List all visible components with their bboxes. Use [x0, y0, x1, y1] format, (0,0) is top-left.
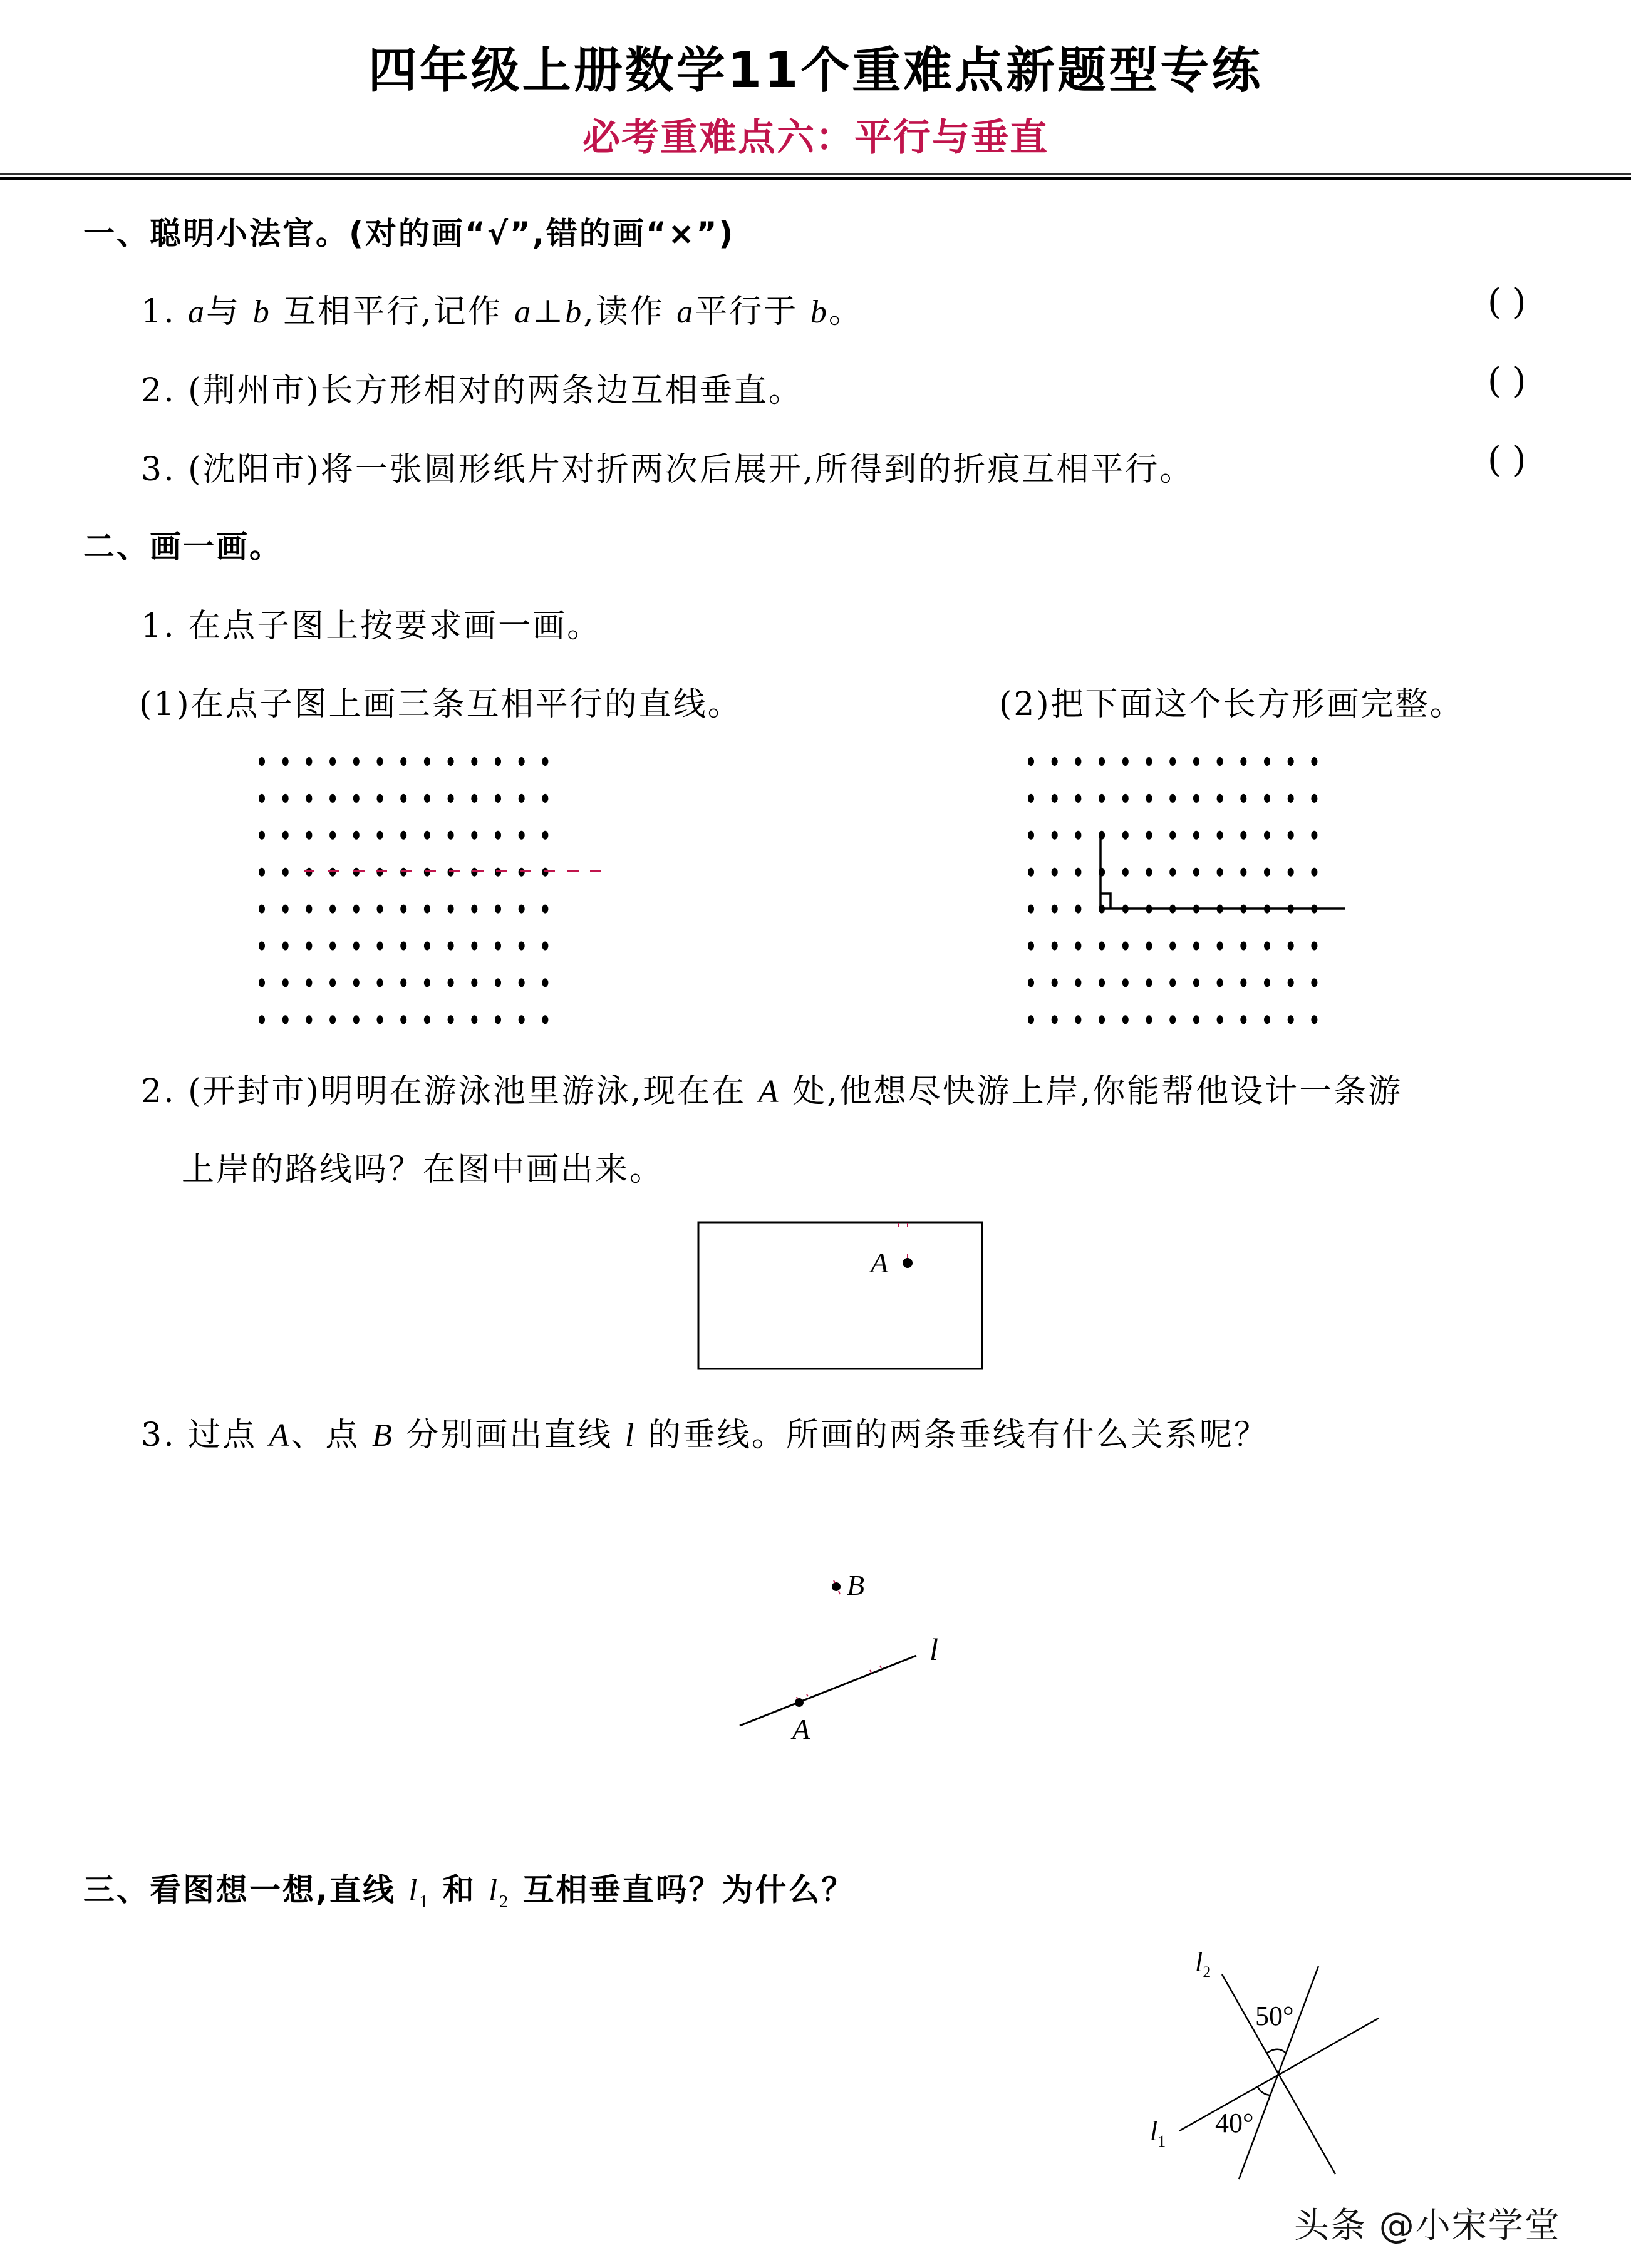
grid-dot[interactable]: [471, 868, 477, 877]
grid-dot[interactable]: [400, 942, 406, 951]
grid-dot[interactable]: [282, 978, 289, 987]
grid-dot[interactable]: [495, 794, 501, 803]
grid-dot[interactable]: [1240, 868, 1246, 877]
grid-dot[interactable]: [542, 942, 548, 951]
grid-dot[interactable]: [495, 868, 501, 877]
grid-dot[interactable]: [1193, 794, 1199, 803]
grid-dot[interactable]: [329, 1015, 336, 1024]
grid-dot[interactable]: [1146, 942, 1152, 951]
grid-dot[interactable]: [471, 942, 477, 951]
grid-dot[interactable]: [1193, 942, 1199, 951]
grid-dot[interactable]: [329, 905, 336, 914]
grid-dot[interactable]: [1075, 868, 1081, 877]
grid-dot[interactable]: [400, 794, 406, 803]
grid-dot[interactable]: [1146, 1015, 1152, 1024]
grid-dot[interactable]: [282, 868, 289, 877]
grid-dot[interactable]: [329, 942, 336, 951]
question-1-2: 2. (荆州市)长方形相对的两条边互相垂直。: [141, 372, 803, 410]
question-2-1-sub1: (1)在点子图上画三条互相平行的直线。: [139, 686, 742, 723]
grid-dot[interactable]: [1193, 831, 1199, 840]
grid-dot[interactable]: [1099, 794, 1105, 803]
grid-dot[interactable]: [1028, 831, 1034, 840]
grid-dot[interactable]: [1193, 1015, 1199, 1024]
grid-dot[interactable]: [1264, 757, 1270, 766]
grid-dot[interactable]: [542, 831, 548, 840]
grid-dot[interactable]: [1099, 978, 1105, 987]
grid-dot[interactable]: [471, 831, 477, 840]
angle-50-label: 50°: [1255, 2001, 1294, 2031]
question-2-1-sub2: (2)把下面这个长方形画完整。: [999, 686, 1464, 723]
grid-dot[interactable]: [448, 831, 454, 840]
grid-dot[interactable]: [495, 978, 501, 987]
grid-dot[interactable]: [1217, 794, 1223, 803]
grid-dot[interactable]: [519, 757, 525, 766]
section2-heading: 二、画一画。: [83, 528, 282, 565]
grid-dot[interactable]: [1217, 978, 1223, 987]
grid-dot[interactable]: [1217, 868, 1223, 877]
grid-dot[interactable]: [1240, 794, 1246, 803]
grid-dot[interactable]: [306, 757, 312, 766]
grid-dot[interactable]: [1217, 757, 1223, 766]
grid-dot[interactable]: [448, 1015, 454, 1024]
line-l: [740, 1656, 916, 1726]
grid-dot[interactable]: [377, 831, 383, 840]
grid-dot[interactable]: [1288, 1015, 1294, 1024]
grid-dot[interactable]: [1311, 868, 1317, 877]
grid-dot[interactable]: [259, 868, 265, 877]
grid-dot[interactable]: [1217, 942, 1223, 951]
grid-dot[interactable]: [306, 868, 312, 877]
grid-dot[interactable]: [424, 831, 430, 840]
grid-dot[interactable]: [519, 905, 525, 914]
question-2-3: 3. 过点 A、点 B 分别画出直线 l 的垂线。所画的两条垂线有什么关系呢？: [141, 1416, 1268, 1454]
grid-dot[interactable]: [1311, 757, 1317, 766]
grid-dot[interactable]: [495, 757, 501, 766]
grid-dot[interactable]: [1240, 942, 1246, 951]
grid-dot[interactable]: [306, 978, 312, 987]
grid-dot[interactable]: [1028, 757, 1034, 766]
grid-dot[interactable]: [259, 942, 265, 951]
grid-dot[interactable]: [1028, 942, 1034, 951]
grid-dot[interactable]: [471, 794, 477, 803]
grid-dot[interactable]: [1169, 1015, 1176, 1024]
grid-dot[interactable]: [329, 757, 336, 766]
answer-blank-3[interactable]: ( ): [1488, 440, 1526, 480]
grid-dot[interactable]: [448, 757, 454, 766]
grid-dot[interactable]: [400, 1015, 406, 1024]
grid-dot[interactable]: [1146, 757, 1152, 766]
grid-dot[interactable]: [329, 868, 336, 877]
dot-grid-left[interactable]: [259, 757, 548, 1024]
grid-dot[interactable]: [329, 831, 336, 840]
grid-dot[interactable]: [448, 905, 454, 914]
grid-dot[interactable]: [353, 1015, 360, 1024]
grid-dot[interactable]: [1122, 1015, 1129, 1024]
grid-dot[interactable]: [1075, 942, 1081, 951]
grid-dot[interactable]: [353, 794, 360, 803]
grid-dot[interactable]: [282, 905, 289, 914]
grid-dot[interactable]: [1052, 794, 1058, 803]
grid-dot[interactable]: [1169, 831, 1176, 840]
grid-dot[interactable]: [1288, 831, 1294, 840]
grid-dot[interactable]: [495, 1015, 501, 1024]
grid-dot[interactable]: [1075, 757, 1081, 766]
grid-dot[interactable]: [1240, 757, 1246, 766]
grid-dot[interactable]: [1311, 942, 1317, 951]
grid-dot[interactable]: [329, 794, 336, 803]
grid-dot[interactable]: [448, 942, 454, 951]
grid-dot[interactable]: [377, 1015, 383, 1024]
line-third: [1239, 1966, 1318, 2179]
angle-arc-50: [1266, 2049, 1285, 2053]
grid-dot[interactable]: [1099, 1015, 1105, 1024]
grid-dot[interactable]: [1122, 868, 1129, 877]
grid-dot[interactable]: [1099, 942, 1105, 951]
grid-dot[interactable]: [1311, 831, 1317, 840]
point-a-pool-label: A: [871, 1247, 889, 1279]
grid-dot[interactable]: [353, 905, 360, 914]
grid-dot[interactable]: [1169, 978, 1176, 987]
grid-dot[interactable]: [1264, 794, 1270, 803]
grid-dot[interactable]: [377, 794, 383, 803]
angle-figure: [1179, 1966, 1379, 2179]
grid-dot[interactable]: [1122, 942, 1129, 951]
point-a-pool[interactable]: [903, 1258, 913, 1268]
grid-dot[interactable]: [542, 794, 548, 803]
swimming-pool: [698, 1222, 982, 1369]
label-l2: $l_2$: [1195, 1947, 1211, 1981]
grid-dot[interactable]: [1146, 831, 1152, 840]
grid-dot[interactable]: [1146, 794, 1152, 803]
grid-dot[interactable]: [377, 905, 383, 914]
grid-dot[interactable]: [329, 978, 336, 987]
grid-dot[interactable]: [400, 868, 406, 877]
grid-dot[interactable]: [424, 868, 430, 877]
grid-dot[interactable]: [306, 794, 312, 803]
grid-dot[interactable]: [1264, 978, 1270, 987]
answer-blank-1[interactable]: ( ): [1488, 282, 1526, 322]
grid-dot[interactable]: [282, 1015, 289, 1024]
grid-dot[interactable]: [1288, 868, 1294, 877]
grid-dot[interactable]: [542, 905, 548, 914]
grid-dot[interactable]: [1311, 1015, 1317, 1024]
grid-dot[interactable]: [448, 794, 454, 803]
grid-dot[interactable]: [1288, 794, 1294, 803]
point-b[interactable]: [832, 1582, 841, 1591]
grid-dot[interactable]: [1193, 757, 1199, 766]
grid-dot[interactable]: [1264, 831, 1270, 840]
grid-dot[interactable]: [424, 794, 430, 803]
grid-dot[interactable]: [1217, 831, 1223, 840]
angle-40-label: 40°: [1215, 2108, 1254, 2138]
answer-blank-2[interactable]: ( ): [1488, 361, 1526, 401]
grid-dot[interactable]: [1122, 794, 1129, 803]
grid-dot[interactable]: [306, 942, 312, 951]
grid-dot[interactable]: [377, 868, 383, 877]
question-2-1: 1. 在点子图上按要求画一画。: [141, 607, 602, 645]
grid-dot[interactable]: [1288, 942, 1294, 951]
grid-dot[interactable]: [519, 794, 525, 803]
grid-dot[interactable]: [471, 1015, 477, 1024]
grid-dot[interactable]: [1264, 868, 1270, 877]
grid-dot[interactable]: [1028, 905, 1034, 914]
grid-dot[interactable]: [1122, 831, 1129, 840]
grid-dot[interactable]: [1052, 868, 1058, 877]
grid-dot[interactable]: [1264, 942, 1270, 951]
grid-dot[interactable]: [471, 905, 477, 914]
line-l1: [1179, 2018, 1379, 2131]
grid-dot[interactable]: [519, 978, 525, 987]
grid-dot[interactable]: [424, 757, 430, 766]
grid-dot[interactable]: [377, 942, 383, 951]
grid-dot[interactable]: [1217, 1015, 1223, 1024]
grid-dot[interactable]: [1052, 831, 1058, 840]
grid-dot[interactable]: [282, 757, 289, 766]
grid-dot[interactable]: [471, 757, 477, 766]
grid-dot[interactable]: [1169, 868, 1176, 877]
grid-dot[interactable]: [1240, 978, 1246, 987]
grid-dot[interactable]: [1240, 831, 1246, 840]
grid-dot[interactable]: [306, 1015, 312, 1024]
grid-dot[interactable]: [1052, 905, 1058, 914]
grid-dot[interactable]: [1122, 978, 1129, 987]
grid-dot[interactable]: [1075, 794, 1081, 803]
grid-dot[interactable]: [1028, 868, 1034, 877]
grid-dot[interactable]: [282, 942, 289, 951]
grid-dot[interactable]: [282, 794, 289, 803]
watermark: 头条 @小宋学堂: [1294, 2205, 1561, 2246]
grid-dot[interactable]: [1028, 794, 1034, 803]
grid-dot[interactable]: [259, 978, 265, 987]
grid-dot[interactable]: [495, 905, 501, 914]
grid-dot[interactable]: [1028, 978, 1034, 987]
grid-dot[interactable]: [1075, 905, 1081, 914]
grid-dot[interactable]: [377, 978, 383, 987]
grid-dot[interactable]: [306, 905, 312, 914]
grid-dot[interactable]: [1193, 978, 1199, 987]
grid-dot[interactable]: [424, 942, 430, 951]
grid-dot[interactable]: [1052, 757, 1058, 766]
grid-dot[interactable]: [1122, 757, 1129, 766]
section3-heading: 三、看图想一想,直线 $l_1$ 和 $l_2$ 互相垂直吗？为什么？: [83, 1872, 855, 1912]
grid-dot[interactable]: [1288, 757, 1294, 766]
grid-dot[interactable]: [377, 757, 383, 766]
grid-dot[interactable]: [519, 868, 525, 877]
grid-dot[interactable]: [519, 1015, 525, 1024]
grid-dot[interactable]: [1264, 1015, 1270, 1024]
grid-dot[interactable]: [400, 978, 406, 987]
grid-dot[interactable]: [1052, 978, 1058, 987]
grid-dot[interactable]: [1169, 757, 1176, 766]
label-l1: $l_1$: [1150, 2116, 1166, 2150]
grid-dot[interactable]: [1028, 1015, 1034, 1024]
grid-dot[interactable]: [1075, 1015, 1081, 1024]
page-subtitle: 必考重难点六：平行与垂直: [582, 116, 1048, 160]
grid-dot[interactable]: [519, 831, 525, 840]
point-a-label: A: [792, 1713, 810, 1745]
grid-dot[interactable]: [424, 905, 430, 914]
grid-dot[interactable]: [1311, 978, 1317, 987]
grid-dot[interactable]: [259, 757, 265, 766]
grid-dot[interactable]: [259, 794, 265, 803]
grid-dot[interactable]: [448, 868, 454, 877]
grid-dot[interactable]: [259, 905, 265, 914]
grid-dot[interactable]: [353, 868, 360, 877]
grid-dot[interactable]: [353, 978, 360, 987]
page-title: 四年级上册数学11个重难点新题型专练: [368, 43, 1263, 99]
grid-dot[interactable]: [1311, 794, 1317, 803]
grid-dot[interactable]: [448, 978, 454, 987]
grid-dot[interactable]: [1099, 757, 1105, 766]
grid-dot[interactable]: [1075, 831, 1081, 840]
grid-dot[interactable]: [424, 1015, 430, 1024]
grid-dot[interactable]: [1075, 978, 1081, 987]
question-1-3: 3. (沈阳市)将一张圆形纸片对折两次后展开,所得到的折痕互相平行。: [141, 451, 1194, 488]
grid-dot[interactable]: [1240, 1015, 1246, 1024]
grid-dot[interactable]: [1288, 978, 1294, 987]
grid-dot[interactable]: [400, 905, 406, 914]
grid-dot[interactable]: [495, 831, 501, 840]
grid-dot[interactable]: [542, 868, 548, 877]
grid-dot[interactable]: [519, 942, 525, 951]
grid-dot[interactable]: [1169, 794, 1176, 803]
question-number: 1.: [141, 293, 176, 331]
point-b-label: B: [847, 1569, 865, 1601]
angle-arc-40: [1258, 2087, 1270, 2095]
grid-dot[interactable]: [400, 831, 406, 840]
grid-dot[interactable]: [400, 757, 406, 766]
question-1-1: 1. a与 b 互相平行,记作 a⊥b,读作 a平行于 b。: [141, 293, 863, 331]
grid-dot[interactable]: [1146, 868, 1152, 877]
grid-dot[interactable]: [306, 831, 312, 840]
point-a-on-line[interactable]: [795, 1698, 804, 1707]
line-l-label: l: [929, 1632, 938, 1667]
question-2-2-line2: 上岸的路线吗？在图中画出来。: [182, 1151, 665, 1188]
grid-dot[interactable]: [542, 757, 548, 766]
grid-dot[interactable]: [1169, 942, 1176, 951]
grid-dot[interactable]: [542, 978, 548, 987]
grid-dot[interactable]: [353, 942, 360, 951]
grid-dot[interactable]: [259, 831, 265, 840]
section1-heading: 一、聪明小法官。(对的画“√”,错的画“×”): [83, 215, 735, 252]
grid-dot[interactable]: [1146, 978, 1152, 987]
grid-dot[interactable]: [1193, 868, 1199, 877]
grid-dot[interactable]: [353, 757, 360, 766]
grid-dot[interactable]: [282, 831, 289, 840]
grid-dot[interactable]: [259, 1015, 265, 1024]
grid-dot[interactable]: [1052, 1015, 1058, 1024]
grid-dot[interactable]: [542, 1015, 548, 1024]
question-2-2-line1: 2. (开封市)明明在游泳池里游泳,现在在 A 处,他想尽快游上岸,你能帮他设计一条游: [141, 1073, 1403, 1110]
grid-dot[interactable]: [495, 942, 501, 951]
grid-dot[interactable]: [424, 978, 430, 987]
grid-dot[interactable]: [353, 831, 360, 840]
dot-grid-right[interactable]: [1028, 757, 1317, 1024]
grid-dot[interactable]: [1052, 942, 1058, 951]
grid-dot[interactable]: [471, 978, 477, 987]
